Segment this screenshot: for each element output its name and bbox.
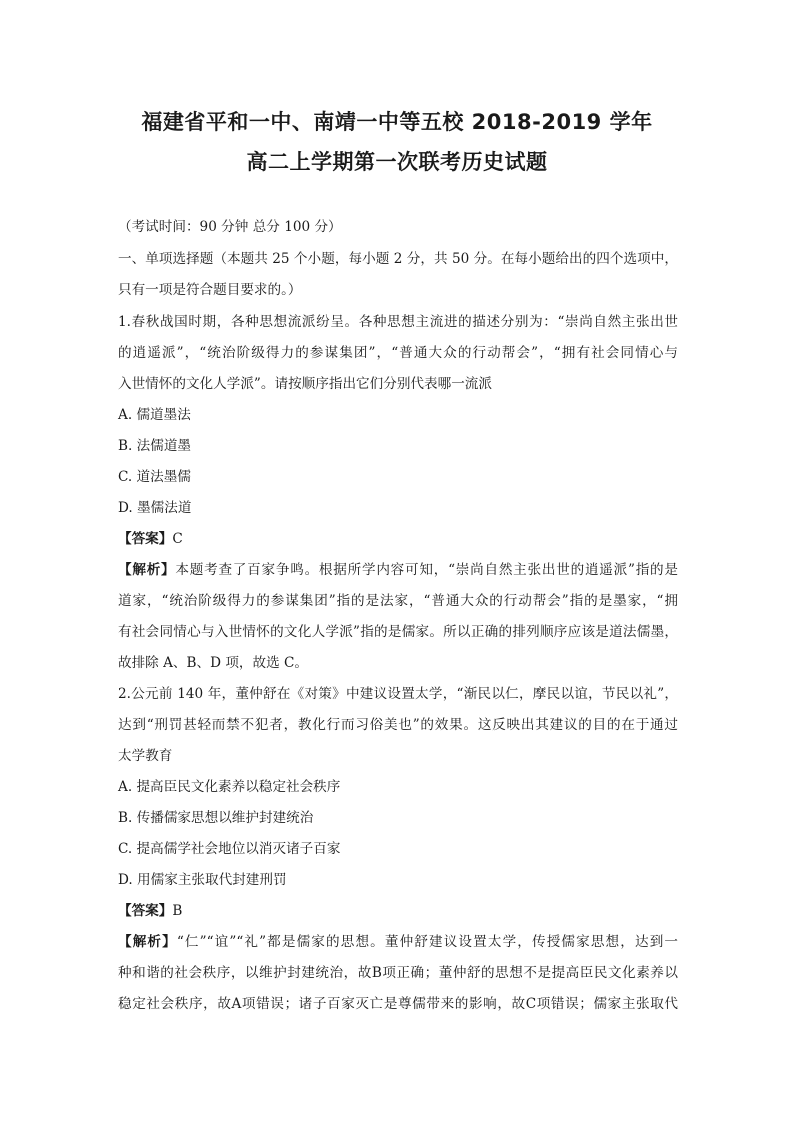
- q2-stem-line-1: 2.公元前 140 年，董仲舒在《对策》中建议设置太学，“渐民以仁，摩民以谊，节民以礼”，: [118, 686, 678, 702]
- q2-answer-label: 【答案】: [118, 903, 173, 919]
- q2-answer-value: B: [172, 903, 183, 919]
- q1-stem-line-2: 的逍遥派”，“统治阶级得力的参谋集团”，“普通大众的行动帮会”，“拥有社会同情心与: [118, 345, 678, 361]
- q2-answer: [118, 902, 678, 920]
- page-title-line-2: 高二上学期第一次联考历史试题: [246, 150, 548, 174]
- q2-option-d: D. 用儒家主张取代封建刑罚: [118, 872, 287, 888]
- q1-option-a: A. 儒道墨法: [118, 407, 191, 423]
- q1-analysis-line-3: 有社会同情心与入世情怀的文化人学派”指的是儒家。所以正确的排列顺序应该是道法儒墨，: [118, 624, 678, 640]
- q1-analysis-text-1: 本题考查了百家争鸣。根据所学内容可知，“崇尚自然主张出世的逍遥派”指的是: [175, 562, 678, 578]
- q1-option-b: B. 法儒道墨: [118, 438, 192, 454]
- q2-stem-line-3: 太学教育: [118, 748, 173, 764]
- q1-option-d: D. 墨儒法道: [118, 500, 192, 516]
- q2-analysis-line-3: 稳定社会秩序，故A项错误；诸子百家灭亡是尊儒带来的影响，故C项错误；儒家主张取代: [118, 996, 678, 1012]
- q1-answer-value: C: [172, 531, 183, 547]
- section-header-line-2: 只有一项是符合题目要求的。）: [118, 282, 302, 298]
- q2-stem-line-2: 达到“刑罚甚轻而禁不犯者，教化行而习俗美也”的效果。这反映出其建议的目的在于通过: [118, 717, 678, 733]
- q1-answer-label: 【答案】: [118, 531, 173, 547]
- q1-analysis-label: 【解析】: [118, 562, 176, 578]
- q1-answer: [118, 530, 678, 548]
- q1-stem-line-3: 入世情怀的文化人学派”。请按顺序指出它们分别代表哪一流派: [118, 376, 492, 392]
- q1-option-c: C. 道法墨儒: [118, 469, 191, 485]
- q2-option-a: A. 提高臣民文化素养以稳定社会秩序: [118, 779, 341, 795]
- q1-analysis-line-2: 道家，“统治阶级得力的参谋集团”指的是法家，“普通大众的行动帮会”指的是墨家，“拥: [118, 593, 678, 609]
- q1-analysis-line-4: 故排除 A、B、D 项，故选 C。: [118, 655, 309, 671]
- exam-info: （考试时间：90 分钟 总分 100 分）: [118, 219, 342, 235]
- q2-analysis-text-1: “仁”“谊”“礼”都是儒家的思想。董仲舒建议设置太学，传授儒家思想，达到一: [176, 934, 679, 950]
- q1-stem-line-1: 1.春秋战国时期，各种思想流派纷呈。各种思想主流进的描述分别为：“崇尚自然主张出世: [118, 314, 678, 330]
- q2-option-b: B. 传播儒家思想以维护封建统治: [118, 810, 314, 826]
- q1-analysis-line-1: [118, 561, 678, 579]
- section-header-line-1: 一、单项选择题（本题共 25 个小题，每小题 2 分，共 50 分。在每小题给出的四个选项中，: [118, 251, 678, 267]
- q2-analysis-line-1: [118, 933, 678, 951]
- page-title-line-1: 福建省平和一中、南靖一中等五校 2018-2019 学年: [141, 110, 653, 134]
- q2-analysis-line-2: 种和谐的社会秩序，以维护封建统治，故B项正确；董仲舒的思想不是提高臣民文化素养以: [118, 965, 678, 981]
- q2-option-c: C. 提高儒学社会地位以消灭诸子百家: [118, 841, 341, 857]
- q2-analysis-label: 【解析】: [118, 934, 177, 950]
